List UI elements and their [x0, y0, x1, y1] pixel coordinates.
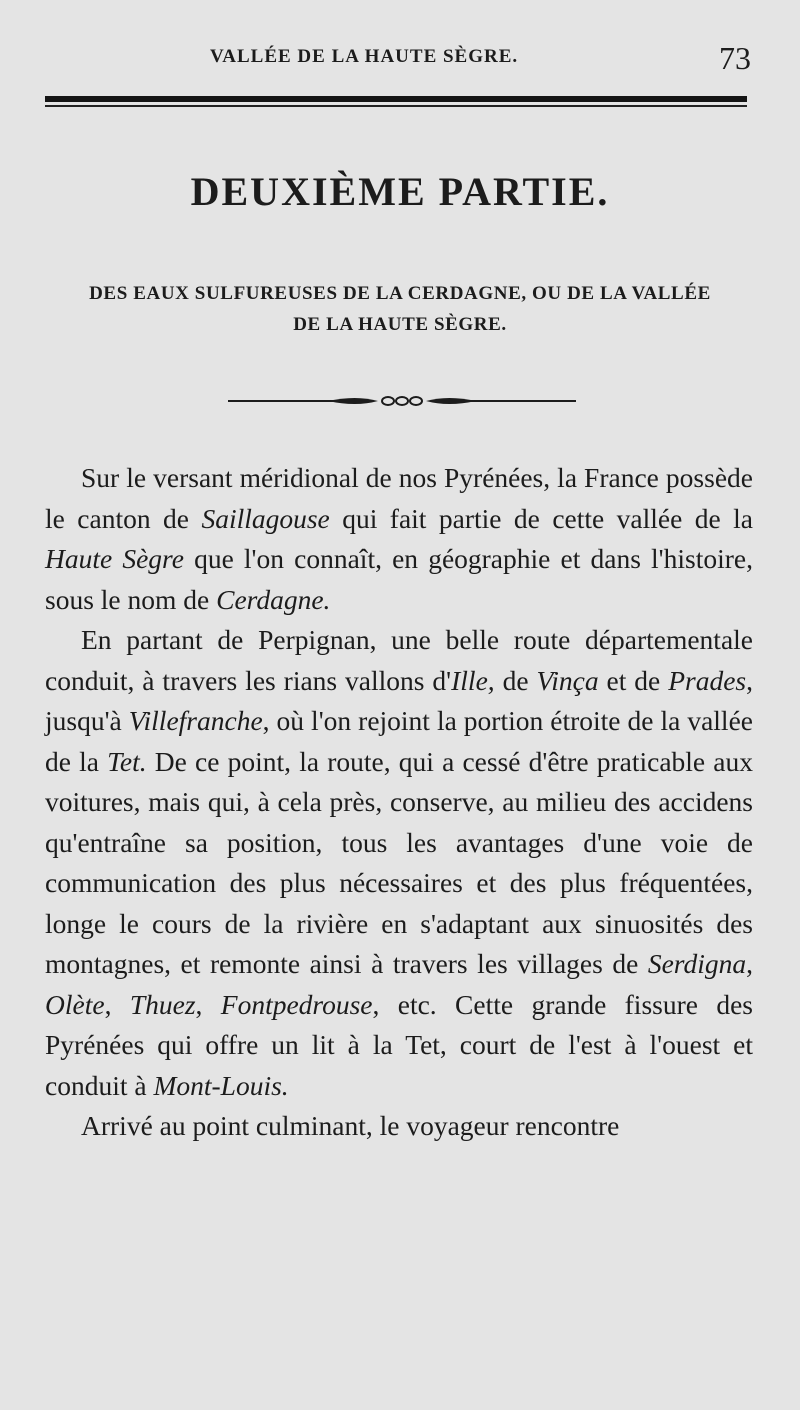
paragraph [45, 1106, 753, 1147]
italic-text: Vinça [536, 664, 599, 696]
text-run: En partant de Perpignan, une belle route départementale conduit, à travers les rians vallons d' [45, 624, 753, 696]
rule-thin-line [45, 105, 747, 107]
italic-text: Haute Sègre [45, 543, 184, 574]
text-run: qui fait partie de cette vallée de la [329, 502, 753, 534]
text-run: et de [598, 664, 669, 696]
italic-text: Ille, [451, 664, 495, 696]
text-run: Sur le versant méridional de nos Pyrénées, la France possède le canton de [45, 462, 753, 534]
italic-text: Villefranche [128, 705, 263, 736]
running-title: VALLÉE DE LA HAUTE SÈGRE. [210, 46, 519, 67]
text-run: de [494, 664, 537, 696]
rule-thick-line [45, 96, 747, 102]
italic-text: Saillagouse [201, 502, 330, 534]
italic-text: Serdigna [647, 948, 747, 979]
text-run: De ce point, la route, qui a cessé d'être praticable aux voitures, mais qui, à cela près, conserve, au milieu des accidens qu'entraîne sa position, tous les avantages d'une voie de communication des plus nécessaires et des plus fréquentées, longe le cours de la rivière en s'adaptant aux sinuosités des montagnes, et remonte ainsi à travers les villages de [45, 745, 753, 979]
italic-text: Tet. [107, 745, 147, 777]
italic-text: Fontpedrouse [220, 988, 373, 1020]
paragraph [45, 458, 753, 620]
body-text [45, 458, 753, 1147]
text-run: que l'on connaît, en géographie et dans l'histoire, sous le nom de [45, 543, 753, 615]
page-number: 73 [719, 40, 751, 76]
ornamental-divider-icon [228, 392, 576, 410]
italic-text: Cerdagne. [216, 583, 331, 615]
text-run: , jusqu'à [45, 664, 753, 736]
italic-text: Mont-Louis. [153, 1069, 289, 1101]
chapter-subtitle-line-2: DE LA HAUTE SÈGRE. [293, 314, 507, 335]
text-run: , [104, 988, 130, 1020]
double-rule-divider [45, 96, 747, 110]
part-title: DEUXIÈME PARTIE. [190, 169, 610, 214]
text-run: , [746, 948, 753, 979]
paragraph [45, 620, 753, 1106]
text-run: Arrivé au point culminant, le voyageur rencontre [81, 1110, 620, 1141]
text-run: , où l'on rejoint la portion étroite de la vallée de la [45, 705, 753, 777]
italic-text: Prades [668, 664, 747, 696]
italic-text: Thuez [129, 988, 196, 1020]
running-head [45, 40, 753, 80]
text-run: , etc. Cette grande fissure des Pyrénées qui offre un lit à la Tet, court de l'est à l'ouest et conduit à [45, 988, 753, 1101]
chapter-subtitle-line-1: DES EAUX SULFUREUSES DE LA CERDAGNE, OU DE LA VALLÉE [89, 283, 711, 304]
italic-text: Olète [45, 988, 105, 1020]
text-run: , [195, 988, 221, 1020]
